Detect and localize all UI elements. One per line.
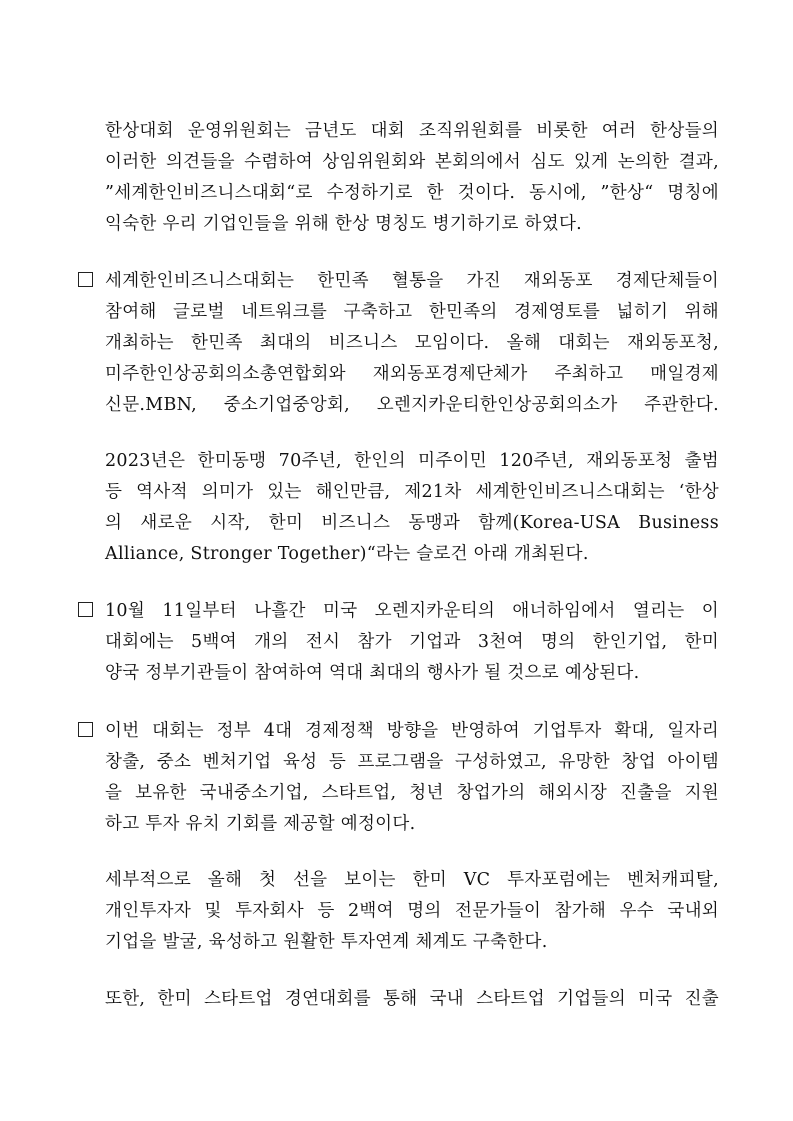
paragraph-line: Alliance, Stronger Together)“라는 슬로건 아래 개최된다. (105, 544, 589, 564)
paragraph-line: 이번 대회는 정부 4대 경제정책 방향을 반영하여 기업투자 확대, 일자리 (105, 721, 719, 741)
paragraph-line: 참여해 글로벌 네트워크를 구축하고 한민족의 경제영토를 넓히기 위해 (105, 302, 719, 322)
paragraph-line: 신문.MBN, 중소기업중앙회, 오렌지카운티한인상공회의소가 주관한다. (105, 395, 719, 415)
square-bullet-icon (78, 722, 93, 737)
paragraph-line: 양국 정부기관들이 참여하여 역대 최대의 행사가 될 것으로 예상된다. (105, 663, 640, 683)
paragraph-line: 한상대회 운영위원회는 금년도 대회 조직위원회를 비롯한 여러 한상들의 (105, 121, 719, 141)
paragraph-line: 개인투자자 및 투자회사 등 2백여 명의 전문가들이 참가해 우수 국내외 (105, 901, 719, 921)
paragraph-line: 하고 투자 유치 기회를 제공할 예정이다. (105, 814, 416, 834)
paragraph-line: 이러한 의견들을 수렴하여 상임위원회와 본회의에서 심도 있게 논의한 결과, (105, 152, 719, 172)
paragraph-line: 미주한인상공회의소총연합회와 재외동포경제단체가 주최하고 매일경제 (105, 364, 719, 384)
paragraph-line: 개최하는 한민족 최대의 비즈니스 모임이다. 올해 대회는 재외동포청, (105, 333, 719, 353)
paragraph-line: 또한, 한미 스타트업 경연대회를 통해 국내 스타트업 기업들의 미국 진출 (105, 989, 719, 1009)
paragraph-line: 등 역사적 의미가 있는 해인만큼, 제21차 세계한인비즈니스대회는 ‘한상 (105, 482, 719, 502)
paragraph-line: 대회에는 5백여 개의 전시 참가 기업과 3천여 명의 한인기업, 한미 (105, 632, 719, 652)
paragraph-line: 세계한인비즈니스대회는 한민족 혈통을 가진 재외동포 경제단체들이 (105, 271, 719, 291)
paragraph-line: 2023년은 한미동맹 70주년, 한인의 미주이민 120주년, 재외동포청 출범 (105, 451, 719, 471)
paragraph-line: 을 보유한 국내중소기업, 스타트업, 청년 창업가의 해외시장 진출을 지원 (105, 783, 719, 803)
paragraph-line: 세부적으로 올해 첫 선을 보이는 한미 VC 투자포럼에는 벤처캐피탈, (105, 870, 719, 890)
paragraph-line: 기업을 발굴, 육성하고 원활한 투자연계 체계도 구축한다. (105, 932, 548, 952)
paragraph-line: 10월 11일부터 나흘간 미국 오렌지카운티의 애너하임에서 열리는 이 (105, 601, 719, 621)
square-bullet-icon (78, 602, 93, 617)
paragraph-line: ”세계한인비즈니스대회“로 수정하기로 한 것이다. 동시에, ”한상“ 명칭에 (105, 183, 719, 203)
paragraph-line: 창출, 중소 벤처기업 육성 등 프로그램을 구성하였고, 유망한 창업 아이템 (105, 752, 719, 772)
square-bullet-icon (78, 272, 93, 287)
paragraph-line: 의 새로운 시작, 한미 비즈니스 동맹과 함께(Korea-USA Business (105, 513, 719, 533)
paragraph-line: 익숙한 우리 기업인들을 위해 한상 명칭도 병기하기로 하였다. (105, 214, 583, 234)
